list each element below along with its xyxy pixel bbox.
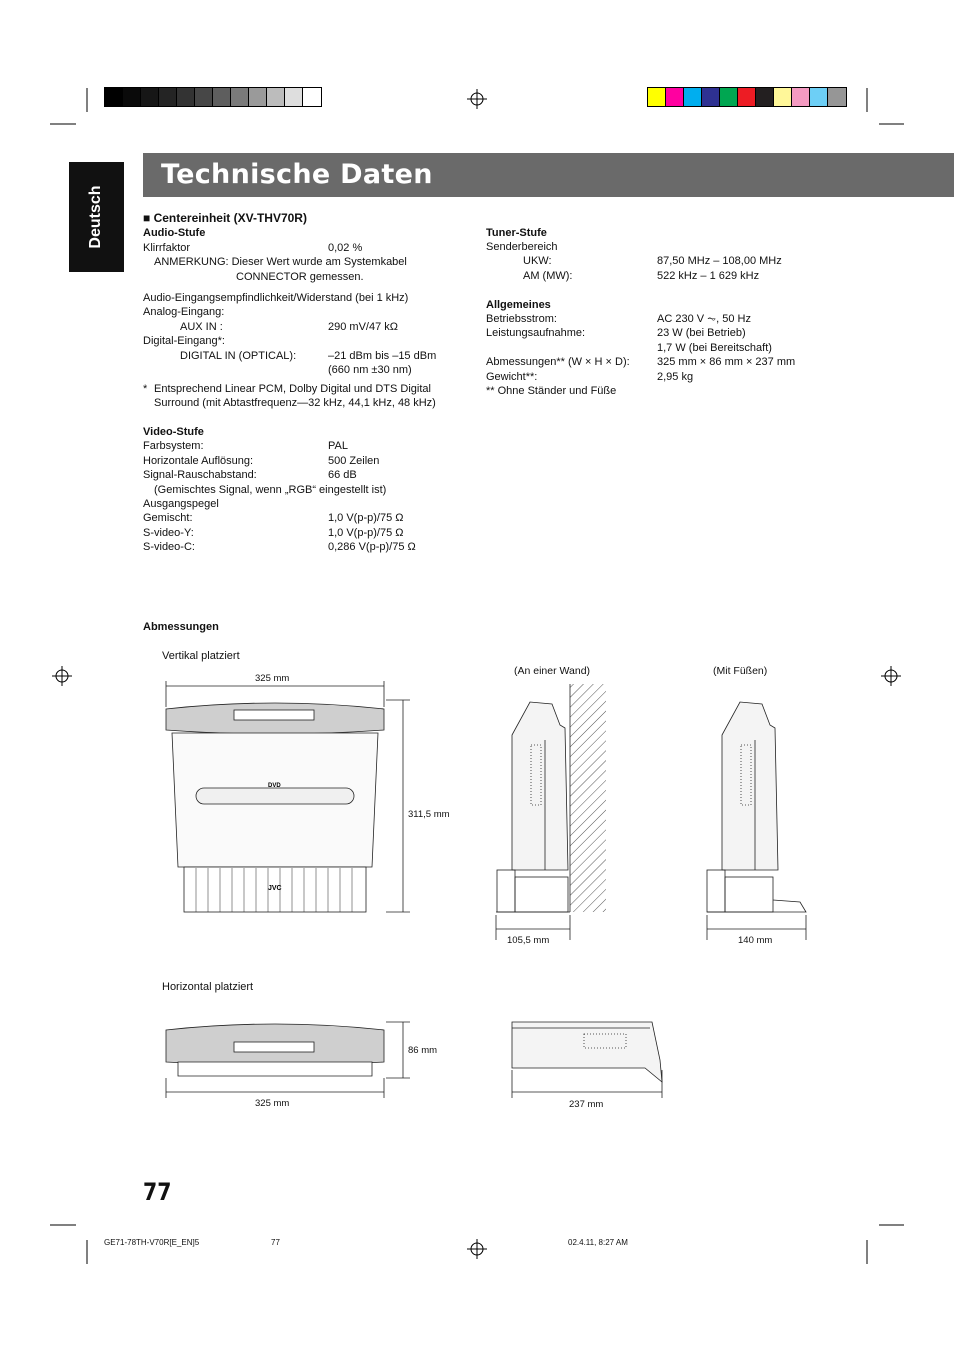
footnote-star: * <box>143 383 148 395</box>
klirr-label: Klirrfaktor <box>143 242 191 254</box>
am-value: 522 kHz – 1 629 kHz <box>657 270 760 282</box>
weight-value: 2,95 kg <box>657 371 694 383</box>
output-row-value: 1,0 V(p-p)/75 Ω <box>328 512 404 524</box>
fm-label: UKW: <box>523 255 552 267</box>
footer-page: 77 <box>271 1238 280 1247</box>
jvc-logo-icon: JVC <box>268 885 282 892</box>
video-row-label: Horizontale Auflösung: <box>143 455 254 467</box>
footnote-line1: Entsprechend Linear PCM, Dolby Digital und DTS Digital <box>154 383 431 395</box>
aux-label: AUX IN : <box>180 321 223 333</box>
input-sensitivity: Audio-Eingangsempfindlichkeit/Widerstand (bei 1 kHz) <box>143 292 409 304</box>
page-number: 77 <box>143 1178 172 1206</box>
optical-value: –21 dBm bis –15 dBm <box>328 350 437 362</box>
snr-note: (Gemischtes Signal, wenn „RGB“ eingestellt ist) <box>154 484 387 496</box>
video-heading: Video-Stufe <box>143 426 204 438</box>
tuner-heading: Tuner-Stufe <box>486 227 547 239</box>
video-row-label: Farbsystem: <box>143 440 204 452</box>
video-row-label: Signal-Rauschabstand: <box>143 469 257 481</box>
video-row-value: 500 Zeilen <box>328 455 380 467</box>
feet-side-view-drawing <box>707 702 806 940</box>
vertical-label: Vertikal platziert <box>162 650 240 662</box>
video-row-value: 66 dB <box>328 469 357 481</box>
wall-side-view-drawing <box>496 684 606 940</box>
center-unit-heading: ■ Centereinheit (XV-THV70R) <box>143 211 307 225</box>
feet-label: (Mit Füßen) <box>713 665 768 677</box>
consumption-label: Leistungsaufnahme: <box>486 327 586 339</box>
dims-value: 325 mm × 86 mm × 237 mm <box>657 356 796 368</box>
analog-label: Analog-Eingang: <box>143 306 225 318</box>
general-footnote: ** Ohne Ständer und Füße <box>486 385 617 397</box>
optical-value2: (660 nm ±30 nm) <box>328 364 412 376</box>
dvd-logo-icon: DVD <box>268 783 281 789</box>
aux-value: 290 mV/47 kΩ <box>328 321 398 333</box>
klirr-value: 0,02 % <box>328 242 363 254</box>
height-v-label: 311,5 mm <box>408 809 450 820</box>
consumption-value: 23 W (bei Betrieb) <box>657 327 746 339</box>
depth-wall-label: 105,5 mm <box>507 935 550 946</box>
output-row-label: S-video-Y: <box>143 527 194 539</box>
power-value: AC 230 V ⏦, 50 Hz <box>657 313 751 325</box>
language-tab-label: Deutsch <box>87 185 104 249</box>
general-heading: Allgemeines <box>486 299 551 311</box>
dimensions-heading: Abmessungen <box>143 621 219 633</box>
output-row-value: 1,0 V(p-p)/75 Ω <box>328 527 404 539</box>
footer-file: GE71-78TH-V70R[E_EN]5 <box>104 1238 200 1247</box>
weight-label: Gewicht**: <box>486 371 538 383</box>
side-view-horizontal-drawing <box>512 1022 662 1098</box>
fm-value: 87,50 MHz – 108,00 MHz <box>657 255 782 267</box>
video-row-value: PAL <box>328 440 348 452</box>
horizontal-label: Horizontal platziert <box>162 981 254 993</box>
output-row-label: Gemischt: <box>143 512 193 524</box>
width-v-label: 325 mm <box>255 673 290 684</box>
standby-value: 1,7 W (bei Bereitschaft) <box>657 342 772 354</box>
optical-label: DIGITAL IN (OPTICAL): <box>180 350 297 362</box>
output-row-value: 0,286 V(p-p)/75 Ω <box>328 541 416 553</box>
page-title: Technische Daten <box>161 159 433 190</box>
audio-heading: Audio-Stufe <box>143 227 206 239</box>
footer-timestamp: 02.4.11, 8:27 AM <box>568 1238 628 1247</box>
dims-label: Abmessungen** (W × H × D): <box>486 356 630 368</box>
power-label: Betriebsstrom: <box>486 313 557 325</box>
front-view-horizontal-drawing <box>166 1022 410 1098</box>
note-line1: ANMERKUNG: Dieser Wert wurde am Systemkabel <box>154 256 407 268</box>
footnote-line2: Surround (mit Abtastfrequenz—32 kHz, 44,1 kHz, 48 kHz) <box>154 397 436 409</box>
depth-h-label: 237 mm <box>569 1099 604 1110</box>
front-view-vertical-drawing <box>166 681 410 912</box>
depth-feet-label: 140 mm <box>738 935 773 946</box>
width-h-label: 325 mm <box>255 1098 290 1109</box>
tuner-range-label: Senderbereich <box>486 241 558 253</box>
output-label: Ausgangspegel <box>143 498 219 510</box>
height-h-label: 86 mm <box>408 1045 438 1056</box>
output-row-label: S-video-C: <box>143 541 195 553</box>
am-label: AM (MW): <box>523 270 573 282</box>
note-line2: CONNECTOR gemessen. <box>236 271 364 283</box>
digital-label: Digital-Eingang*: <box>143 335 225 347</box>
wall-label: (An einer Wand) <box>514 665 591 677</box>
